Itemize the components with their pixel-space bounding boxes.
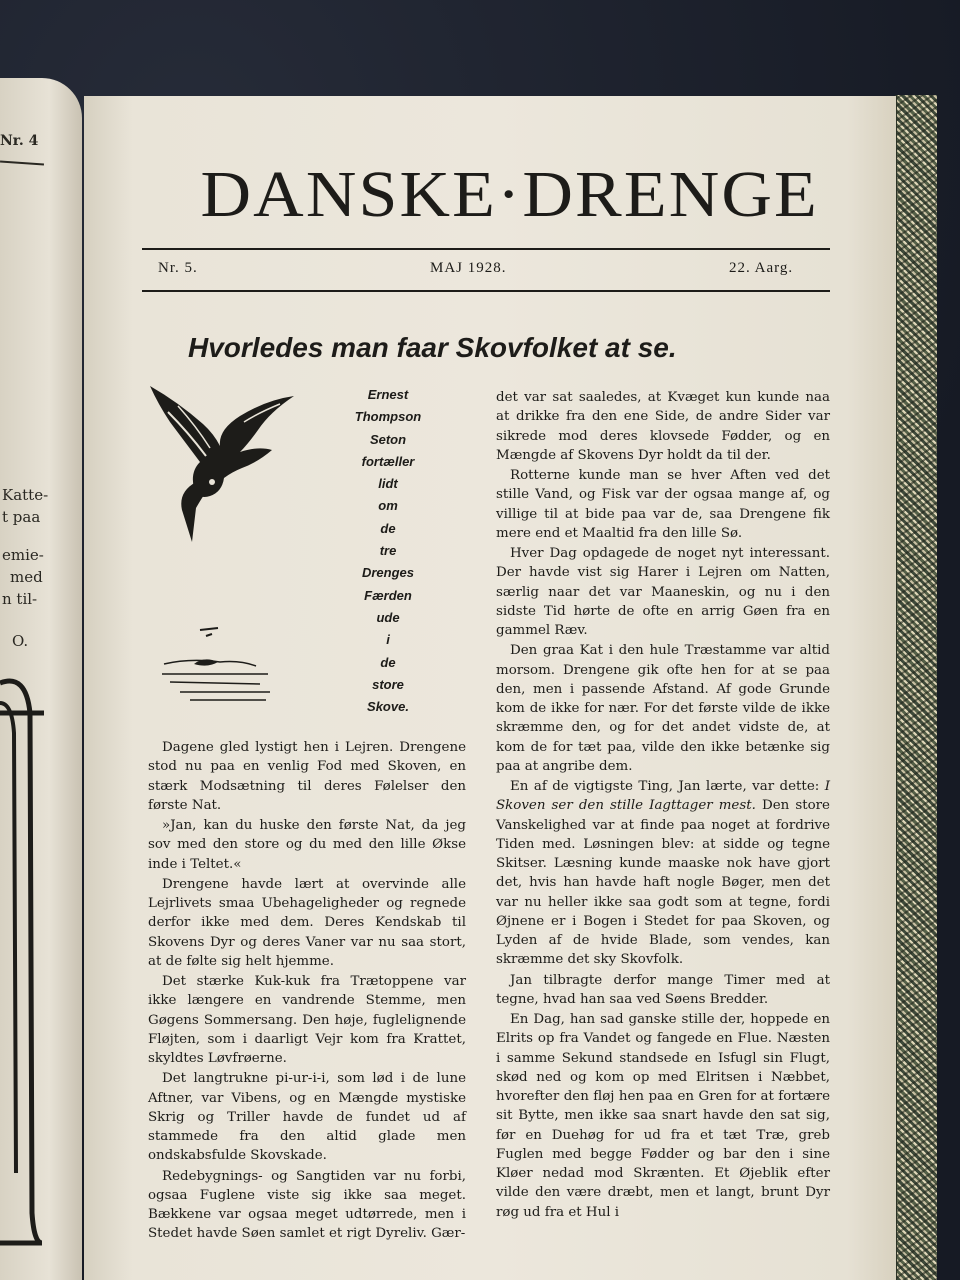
left-page-fragment: t paa: [2, 508, 41, 526]
masthead-rule-top: [142, 248, 830, 250]
paragraph-rest: Den store Vanskelighed var at finde paa noget at fordrive Tiden med. Løsningen blev: at sidde og tegne Skitser. Læsning kunde maaske nok have gjort det, hvis han havde haft nogle Bøger, men det var nu heller ikke saa godt som at tegne, fordi Øjnene er i Bogen i Stedet for paa Skoven, og Lyden af de hvide Blade, som vendes, kan skræmme det sky Skovfolk.: [496, 798, 830, 968]
paragraph: Hver Dag opdagede de noget nyt interessant. Der havde vist sig Harer i Lejren om Natten, særlig naar det var Maaneskin, og nu i den sidste Tid hørte de ofte en arrig Gøen fra en gammel Ræv.: [496, 546, 830, 638]
left-page-fragment: O.: [12, 632, 29, 650]
byline-word: Skove.: [367, 699, 409, 715]
byline-word: Drenges: [361, 565, 415, 581]
paragraph: Jan tilbragte derfor mange Timer med at tegne, hvad han saa ved Søens Bredder.: [496, 972, 830, 1007]
article-headline: Hvorledes man faar Skovfolket at se.: [188, 332, 677, 363]
byline-word: de: [380, 654, 396, 670]
left-page-edge: [0, 78, 82, 1280]
article-column-right: [496, 388, 830, 1222]
paragraph: Drengene havde lært at overvinde alle Lejrlivets smaa Ubehageligheder og regnede derfor ikke med dem. Deres Kendskab til Skovens Dyr og deres Vaner var nu saa stort, at de følte sig helt hjemme.: [148, 876, 466, 969]
byline-word: fortæller: [361, 453, 415, 469]
paragraph: Det langtrukne pi-ur-i-i, som lød i de lune Aftner, var Vibens, og en Mængde mystiske Skrig og Triller havde de fundet ud af stammede fra den altid glade men ondskabsfulde Skovskade.: [148, 1071, 466, 1164]
book-binding-spine: [895, 95, 937, 1280]
paragraph: Rotterne kunde man se hver Aften ved det stille Vand, og Fisk var der ogsaa mange af, og villige til at bide paa var de, saa Drengene fik mere end et Maaltid fra den lille Sø.: [496, 468, 830, 541]
decorative-ornament-icon: [0, 673, 80, 1253]
byline-word: om: [378, 498, 398, 514]
paragraph: »Jan, kan du huske den første Nat, da jeg sov med den store og du med den lille Økse inde i Teltet.«: [148, 818, 466, 872]
byline-word: lidt: [378, 476, 398, 492]
water-reeds-illustration-icon: [160, 624, 280, 704]
italic-motto: I Skoven ser den stille Iagttager mest.: [496, 779, 830, 814]
issue-number: Nr. 5.: [158, 260, 198, 276]
byline-word: Thompson: [354, 409, 422, 425]
byline-word: ude: [376, 609, 400, 625]
byline-word: store: [372, 676, 404, 692]
paragraph: det var sat saaledes, at Kvæget kun kunde naa at drikke fra den ene Side, de andre Sider var sikrede mod deres klovsede Fødder, og en Mængde af Skovens Dyr holdt da til der.: [496, 390, 830, 463]
paragraph: Redebygnings- og Sangtiden var nu forbi, ogsaa Fuglene viste sig ikke saa meget. Bækkene var ogsaa meget udtørrede, men i Stedet havde Søen samlet et rigt Dyreliv. Gær-: [148, 1168, 466, 1242]
byline-word: tre: [379, 543, 397, 559]
left-page-fragment: n til-: [2, 590, 38, 608]
left-page-fragment: emie-: [2, 546, 44, 564]
paragraph: Den graa Kat i den hule Træstamme var altid morsom. Drengene gik ofte hen for at se paa den, men i passende Afstand. Af gode Grunde kom de ikke for nær. For det første vilde de ikke skræmme den, og for det andet vidste de, at kom de for tæt paa, vilde den ikke betænke sig paa at angribe dem.: [496, 643, 830, 774]
article-column-left: [148, 738, 466, 1244]
byline-word: i: [386, 632, 390, 648]
left-page-fragment: Katte-: [2, 486, 49, 504]
byline-word: de: [380, 520, 396, 536]
paragraph: Det stærke Kuk-kuk fra Trætoppene var ikke længere en vandrende Stemme, men Gøgens Sommersang. Den høje, fuglelignende Fløjten, som i daarligt Vejr kom fra Krattet, skyldtes Løvfrøerne.: [148, 974, 466, 1066]
magazine-page: [84, 96, 896, 1280]
issue-date: MAJ 1928.: [430, 260, 507, 276]
left-page-issue-label: Nr. 4: [0, 133, 39, 149]
left-page-rule: [0, 160, 44, 165]
masthead-title: DANSKE·DRENGE: [200, 158, 819, 231]
byline-word: Færden: [364, 587, 412, 603]
paragraph: En Dag, han sad ganske stille der, hoppede en Elrits op fra Vandet og fangede en Flue. Næsten i samme Sekund standsede en Isfugl sin Flugt, skød ned og kom op med Elritsen i Næbbet, hvorefter den fløj hen paa en Gren for at fortære sit Bytte, men ikke saa snart havde den sat sig, før en Duehøg for ud fra et tæt Træ, greb Fuglen med begge Fødder og bar den i sine Kløer nedad mod Skrænten. Et Øjeblik efter vilde den være dræbt, men et langt, brunt Dyr røg ud fra et Hul i: [496, 1012, 830, 1220]
byline-word: Ernest: [367, 387, 409, 402]
masthead-rule-bottom: [142, 290, 830, 292]
paragraph-intro: En af de vigtigste Ting, Jan lærte, var dette:: [510, 779, 825, 794]
left-page-fragment: med: [10, 568, 43, 586]
paragraph: Dagene gled lystigt hen i Lejren. Drengene stod nu paa en venlig Fod med Skoven, en stærk Modsætning til deres Følelser den første Nat.: [148, 740, 466, 813]
paragraph: [496, 777, 830, 970]
issue-volume: 22. Aarg.: [729, 260, 794, 276]
kingfisher-illustration-icon: [148, 382, 298, 552]
article-byline: [338, 384, 438, 718]
byline-word: Seton: [369, 431, 407, 447]
